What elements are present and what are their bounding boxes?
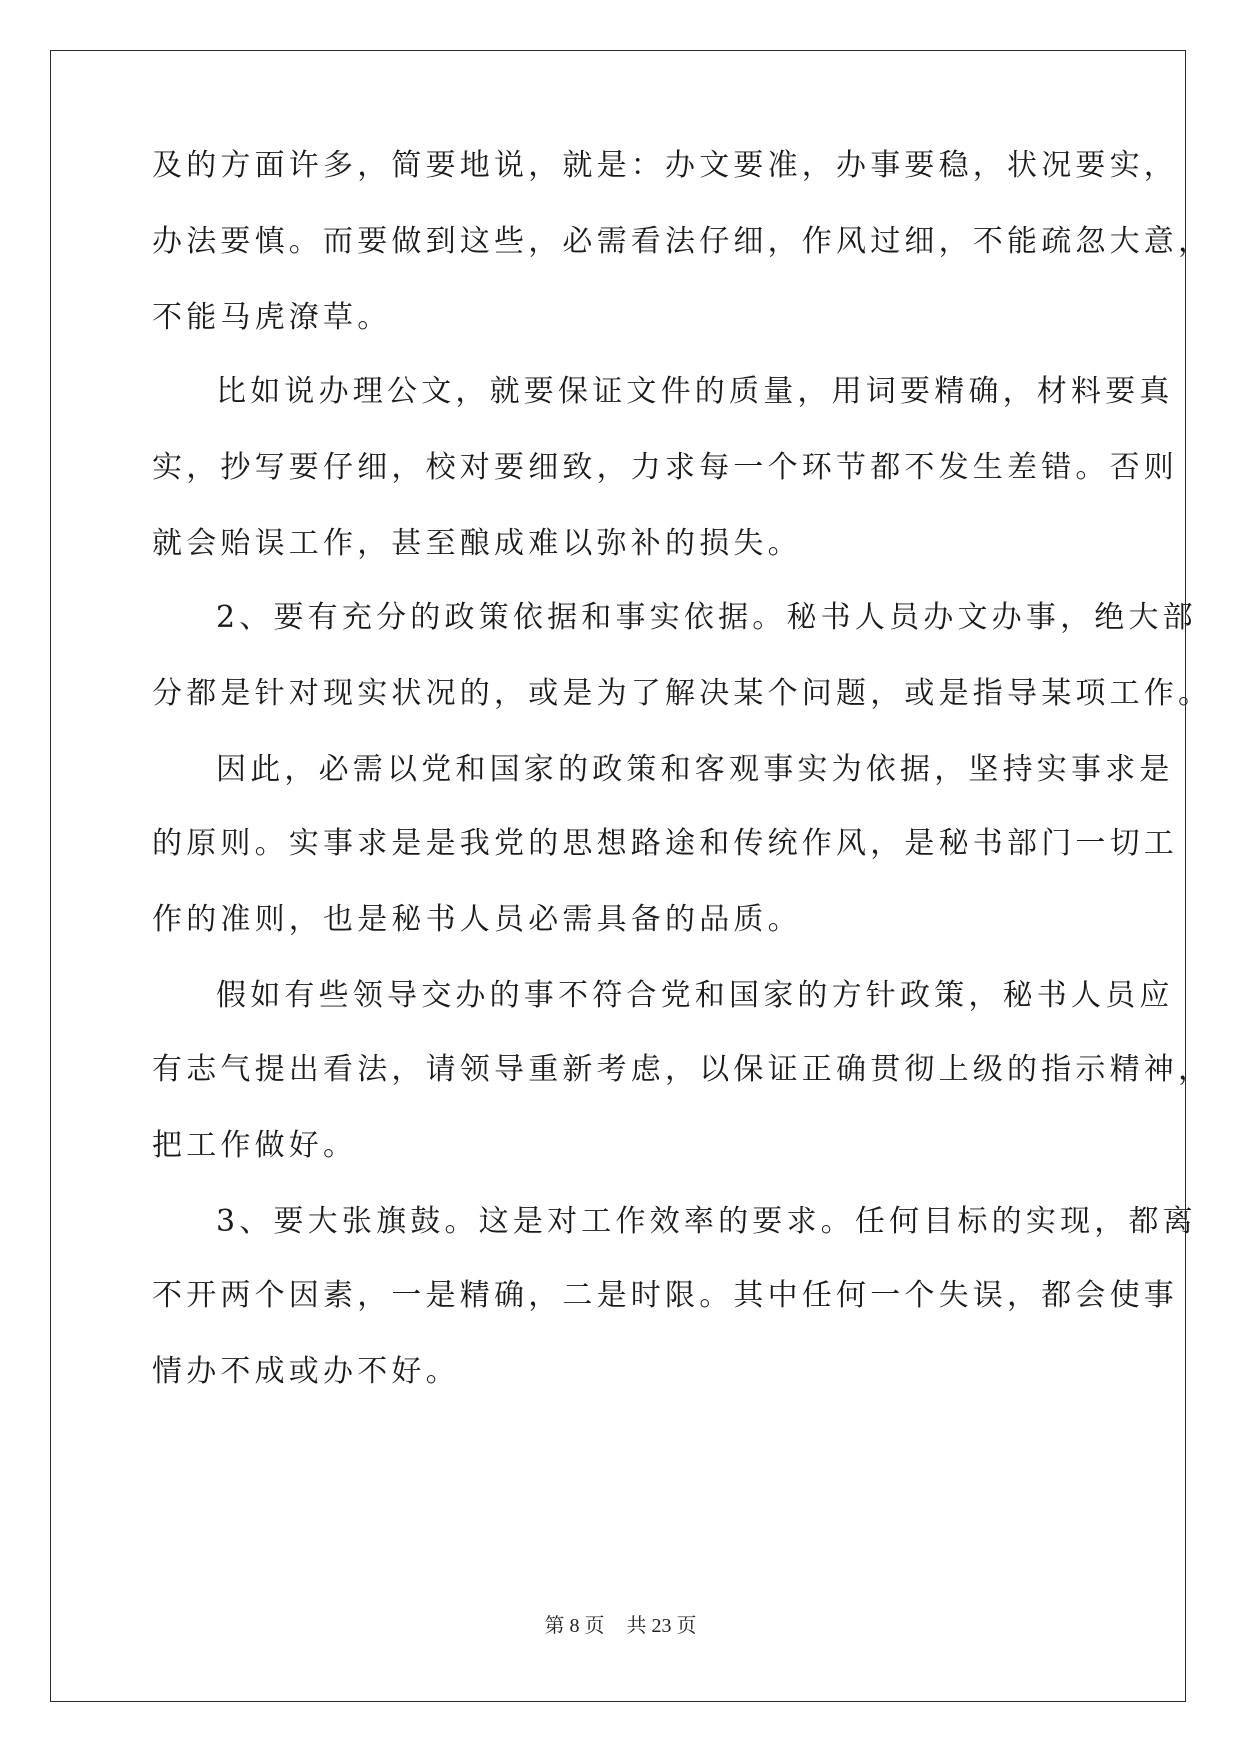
- page-footer: [0, 1614, 1241, 1638]
- text-line: 就会贻误工作，甚至酿成难以弥补的损失。: [152, 526, 802, 561]
- text-line: 不开两个因素，一是精确，二是时限。其中任何一个失误，都会使事: [152, 1278, 1178, 1313]
- text-line: 2、要有充分的政策依据和事实依据。秘书人员办文办事，绝大部: [216, 600, 1197, 635]
- text-line: 因此，必需以党和国家的政策和客观事实为依据，坚持实事求是: [216, 752, 1174, 787]
- text-line: 3、要大张旗鼓。这是对工作效率的要求。任何目标的实现，都离: [216, 1204, 1197, 1239]
- text-line: 的原则。实事求是是我党的思想路途和传统作风，是秘书部门一切工: [152, 826, 1178, 861]
- text-line: 假如有些领导交办的事不符合党和国家的方针政策，秘书人员应: [216, 978, 1174, 1013]
- text-line: 把工作做好。: [152, 1128, 358, 1163]
- text-line: 不能马虎潦草。: [152, 300, 392, 335]
- text-line: 作的准则，也是秘书人员必需具备的品质。: [152, 902, 802, 937]
- text-line: 有志气提出看法，请领导重新考虑，以保证正确贯彻上级的指示精神，: [152, 1052, 1213, 1087]
- page-total: 共 23 页: [626, 1615, 697, 1637]
- page-number: 第 8 页: [544, 1615, 605, 1637]
- text-line: 情办不成或办不好。: [152, 1354, 460, 1389]
- text-line: 办法要慎。而要做到这些，必需看法仔细，作风过细，不能疏忽大意，: [152, 224, 1213, 259]
- text-line: 分都是针对现实状况的，或是为了解决某个问题，或是指导某项工作。: [152, 676, 1213, 711]
- text-line: 及的方面许多，简要地说，就是：办文要准，办事要稳，状况要实，: [152, 148, 1178, 183]
- text-line: 实，抄写要仔细，校对要细致，力求每一个环节都不发生差错。否则: [152, 450, 1178, 485]
- text-line: 比如说办理公文，就要保证文件的质量，用词要精确，材料要真: [216, 374, 1174, 409]
